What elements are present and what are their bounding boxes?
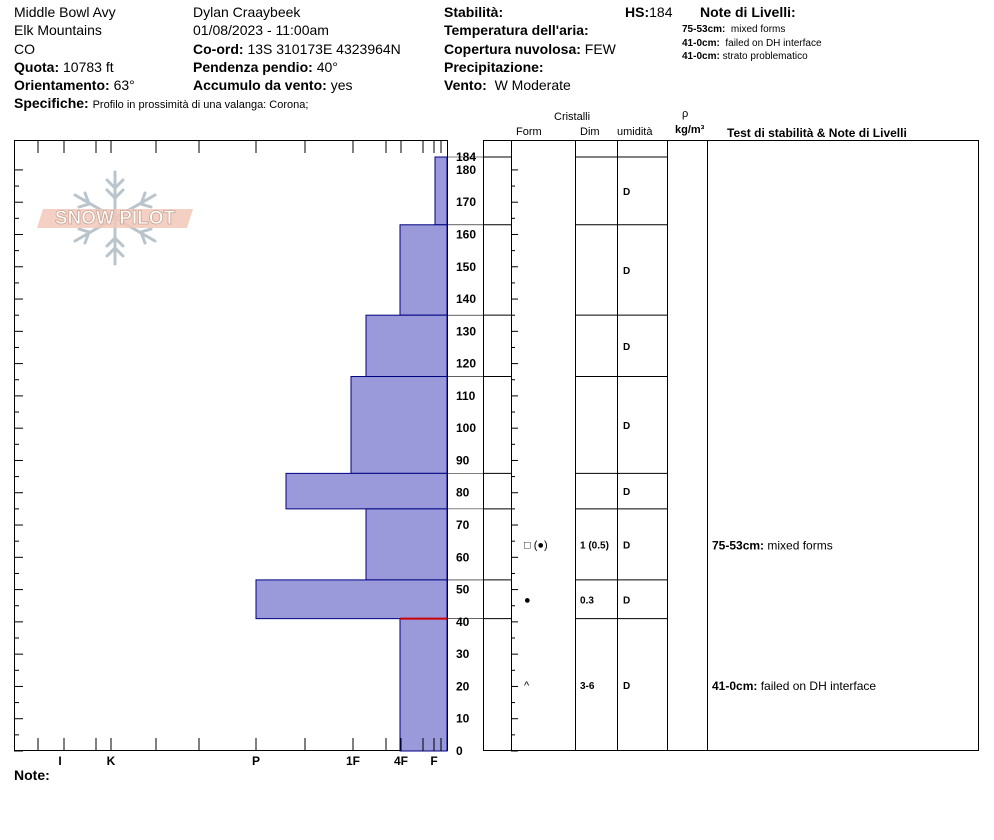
depth-label: 100 [456, 421, 477, 436]
elevation-label: Quota: [14, 59, 60, 75]
layer-grain-form: □ (●) [524, 539, 548, 552]
observation-datetime: 01/08/2023 - 11:00am [193, 22, 329, 38]
hardness-label: F [430, 754, 438, 768]
layer-note-text: failed on DH interface [725, 38, 822, 49]
depth-label: 90 [456, 453, 470, 468]
observer-name: Dylan Craaybeek [193, 4, 301, 20]
depth-label: 120 [456, 356, 477, 371]
hardness-label: P [251, 754, 261, 768]
depth-label: 40 [456, 614, 470, 629]
elevation-value: 10783 ft [63, 59, 114, 75]
slope-label: Pendenza pendio: [193, 59, 313, 75]
depth-label: 110 [456, 388, 476, 403]
layer-grain-size: 3-6 [580, 680, 595, 692]
layer-grain-form: ^ [524, 679, 530, 692]
layer-note-range: 41-0cm: [682, 51, 720, 62]
hardness-bar [435, 157, 447, 225]
footer-notes-label: Note: [14, 767, 50, 783]
precip-label: Precipitazione: [444, 59, 544, 75]
mountain-range: Elk Mountains [14, 22, 102, 38]
snowpilot-logo [37, 172, 193, 264]
layer-notes-title: Note di Livelli: [700, 4, 796, 20]
dim-header: Dim [580, 126, 600, 138]
specifics-value: Profilo in prossimità di una valanga: Corona; [92, 99, 309, 111]
hs-value: 184 [649, 4, 673, 20]
depth-label: 20 [456, 679, 470, 694]
layer-table-frame [484, 141, 979, 751]
state: CO [14, 41, 35, 57]
depth-label: 130 [456, 324, 477, 339]
notes-column-header: Test di stabilità & Note di Livelli [727, 126, 907, 140]
layer-note: 75-53cm: mixed forms [712, 538, 833, 553]
depth-label: 60 [456, 550, 470, 565]
depth-label: 10 [456, 711, 470, 726]
hardness-axis-labels [58, 754, 437, 768]
hardness-bar [400, 619, 447, 751]
wind-label: Vento: [444, 77, 487, 93]
logo-text: SNOW PILOT [54, 208, 176, 229]
depth-label: 50 [456, 582, 470, 597]
hardness-label: 1F [345, 754, 361, 768]
hs-label: HS: [625, 4, 650, 20]
hardness-bar [366, 509, 447, 580]
depth-label: 180 [456, 162, 477, 177]
hardness-label: K [106, 754, 116, 768]
hardness-bars [256, 157, 447, 751]
depth-label: 150 [456, 259, 477, 274]
layer-moisture: D [623, 487, 631, 499]
hardness-label: 4F [393, 754, 409, 768]
hardness-bar [286, 473, 447, 509]
layer-grain-size: 0.3 [580, 595, 594, 607]
layer-moisture: D [623, 186, 631, 198]
depth-label: 170 [456, 195, 477, 210]
density-symbol-header: ρ [682, 108, 689, 120]
slope-value: 40° [316, 59, 338, 75]
stability-label: Stabilità: [444, 4, 504, 20]
layer-moisture: D [623, 595, 631, 607]
crystals-header: Cristalli [554, 111, 591, 123]
hardness-bar [256, 580, 447, 619]
depth-label: 160 [456, 227, 477, 242]
coord-value: 13S 310173E 4323964N [247, 41, 401, 57]
layer-note-range: 75-53cm: [682, 24, 726, 35]
wind-value: W Moderate [494, 77, 571, 93]
coord-label: Co-ord: [193, 41, 244, 57]
layer-note-text: mixed forms [730, 24, 786, 35]
layer-note-range: 41-0cm: [682, 38, 720, 49]
layer-note-text: strato problematico [722, 51, 808, 62]
density-unit-header: kg/m³ [675, 124, 705, 136]
depth-axis-labels [456, 150, 476, 758]
depth-label: 184 [456, 150, 477, 164]
depth-label: 0 [456, 744, 463, 758]
layer-moisture: D [623, 341, 631, 353]
wind-loading-label: Accumulo da vento: [193, 77, 327, 93]
layer-moisture: D [623, 540, 631, 552]
depth-label: 70 [456, 518, 470, 533]
hardness-bar [351, 377, 447, 474]
aspect-label: Orientamento: [14, 77, 110, 93]
hardness-bar [400, 225, 447, 315]
air-temp-label: Temperatura dell'aria: [444, 22, 589, 38]
form-header: Form [516, 126, 542, 138]
hardness-label: I [58, 754, 62, 768]
layer-note: 41-0cm: failed on DH interface [712, 678, 877, 693]
layer-moisture: D [623, 265, 631, 277]
moisture-header: umidità [617, 126, 653, 138]
layer-grain-form: ● [524, 594, 531, 607]
depth-label: 30 [456, 647, 470, 662]
specifics-label: Specifiche: [14, 95, 89, 111]
layer-grain-size: 1 (0.5) [580, 540, 609, 552]
hardness-bar [366, 315, 447, 376]
wind-loading-value: yes [330, 77, 353, 93]
location-name: Middle Bowl Avy [14, 4, 116, 20]
cloud-label: Copertura nuvolosa: [444, 41, 581, 57]
depth-label: 140 [456, 292, 477, 307]
layer-moisture: D [623, 420, 631, 432]
aspect-value: 63° [113, 77, 135, 93]
layer-moisture: D [623, 680, 631, 692]
depth-label: 80 [456, 485, 470, 500]
cloud-value: FEW [584, 41, 616, 57]
